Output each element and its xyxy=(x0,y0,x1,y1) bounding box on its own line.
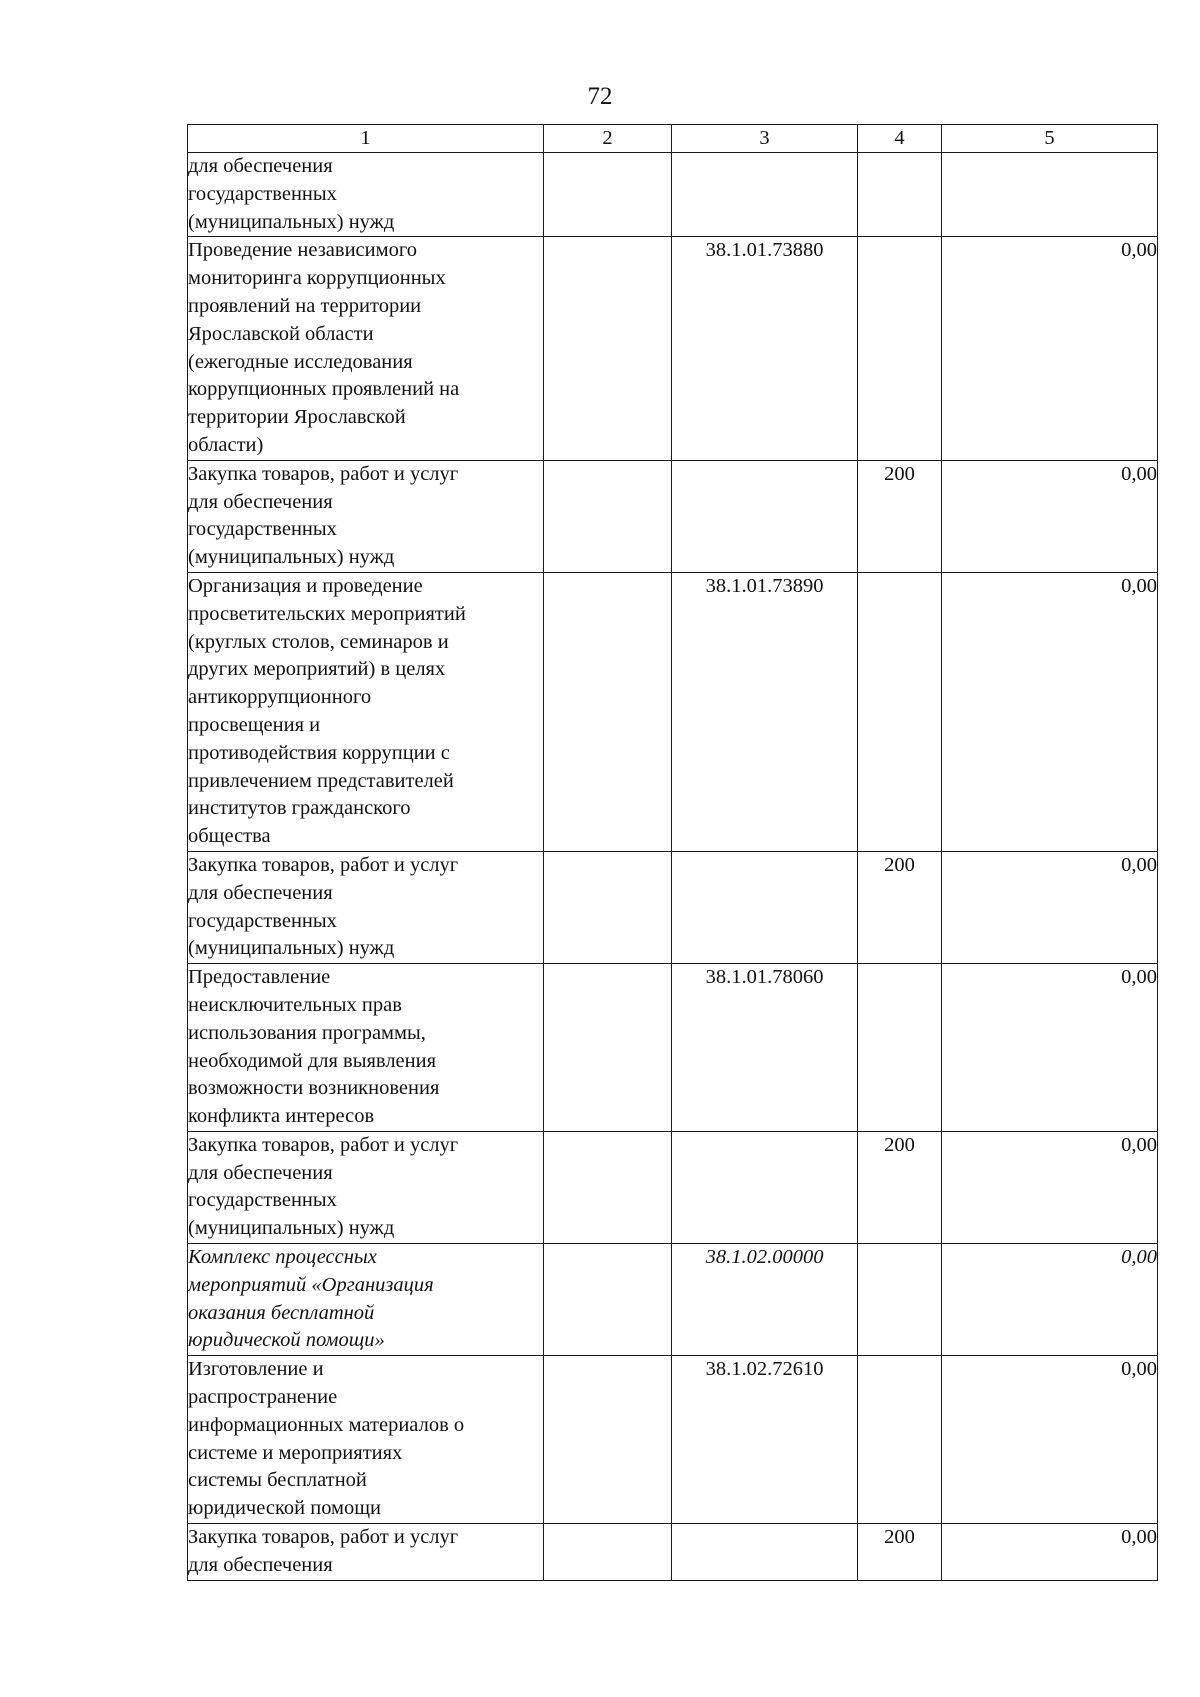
column-header-4: 4 xyxy=(858,125,942,153)
row-type-cell: 200 xyxy=(858,851,942,963)
row-code-cell: 38.1.02.00000 xyxy=(672,1244,858,1356)
row-code-cell xyxy=(672,1524,858,1581)
row-amount-cell: 0,00 xyxy=(942,964,1158,1132)
row-type-cell xyxy=(858,964,942,1132)
row-amount-cell xyxy=(942,153,1158,237)
row-name-cell: для обеспечения государственных (муниципальных) нужд xyxy=(188,153,544,237)
column-header-2: 2 xyxy=(544,125,672,153)
row-code-cell xyxy=(672,851,858,963)
row-type-cell xyxy=(858,572,942,851)
table-row xyxy=(188,460,1158,572)
table-row xyxy=(188,237,1158,460)
budget-table xyxy=(187,124,1158,1581)
row-amount-cell: 0,00 xyxy=(942,460,1158,572)
row-code-cell: 38.1.01.78060 xyxy=(672,964,858,1132)
row-type-cell: 200 xyxy=(858,1131,942,1243)
row-col2-cell xyxy=(544,1131,672,1243)
table-row xyxy=(188,1131,1158,1243)
row-type-cell: 200 xyxy=(858,460,942,572)
row-code-cell xyxy=(672,1131,858,1243)
row-amount-cell: 0,00 xyxy=(942,1244,1158,1356)
row-col2-cell xyxy=(544,153,672,237)
row-amount-cell: 0,00 xyxy=(942,851,1158,963)
row-code-cell xyxy=(672,153,858,237)
column-header-5: 5 xyxy=(942,125,1158,153)
row-amount-cell: 0,00 xyxy=(942,237,1158,460)
row-name-cell: Закупка товаров, работ и услуг для обеспечения государственных (муниципальных) нужд xyxy=(188,460,544,572)
column-header-1: 1 xyxy=(188,125,544,153)
row-type-cell xyxy=(858,1356,942,1524)
table-body xyxy=(188,153,1158,1581)
row-name-cell: Проведение независимого мониторинга коррупционных проявлений на территории Ярославской области (ежегодные исследования коррупционных проявлений на территории Ярославской области) xyxy=(188,237,544,460)
row-amount-cell: 0,00 xyxy=(942,572,1158,851)
row-name-cell: Комплекс процессных мероприятий «Организация оказания бесплатной юридической помощи» xyxy=(188,1244,544,1356)
row-name-cell: Закупка товаров, работ и услуг для обеспечения государственных (муниципальных) нужд xyxy=(188,851,544,963)
row-code-cell: 38.1.01.73880 xyxy=(672,237,858,460)
row-col2-cell xyxy=(544,1244,672,1356)
table-row xyxy=(188,1524,1158,1581)
table-row xyxy=(188,851,1158,963)
row-code-cell: 38.1.01.73890 xyxy=(672,572,858,851)
table-row xyxy=(188,572,1158,851)
row-type-cell xyxy=(858,153,942,237)
row-col2-cell xyxy=(544,851,672,963)
row-type-cell xyxy=(858,237,942,460)
row-name-cell: Закупка товаров, работ и услуг для обеспечения xyxy=(188,1524,544,1581)
row-col2-cell xyxy=(544,460,672,572)
table-header xyxy=(188,125,1158,153)
row-type-cell xyxy=(858,1244,942,1356)
page-number: 72 xyxy=(587,83,613,110)
row-col2-cell xyxy=(544,964,672,1132)
row-code-cell xyxy=(672,460,858,572)
row-name-cell: Предоставление неисключительных прав использования программы, необходимой для выявления возможности возникновения конфликта интересов xyxy=(188,964,544,1132)
table-row xyxy=(188,153,1158,237)
row-col2-cell xyxy=(544,237,672,460)
row-col2-cell xyxy=(544,1524,672,1581)
header-row xyxy=(188,125,1158,153)
row-name-cell: Закупка товаров, работ и услуг для обеспечения государственных (муниципальных) нужд xyxy=(188,1131,544,1243)
row-name-cell: Изготовление и распространение информационных материалов о системе и мероприятиях системы бесплатной юридической помощи xyxy=(188,1356,544,1524)
row-amount-cell: 0,00 xyxy=(942,1356,1158,1524)
table-row xyxy=(188,964,1158,1132)
table-row xyxy=(188,1244,1158,1356)
column-header-3: 3 xyxy=(672,125,858,153)
table-row xyxy=(188,1356,1158,1524)
row-code-cell: 38.1.02.72610 xyxy=(672,1356,858,1524)
row-col2-cell xyxy=(544,1356,672,1524)
row-name-cell: Организация и проведение просветительских мероприятий (круглых столов, семинаров и других мероприятий) в целях антикоррупционного просвещения и противодействия коррупции с привлечением представителей институтов гражданского общества xyxy=(188,572,544,851)
row-amount-cell: 0,00 xyxy=(942,1524,1158,1581)
row-amount-cell: 0,00 xyxy=(942,1131,1158,1243)
row-type-cell: 200 xyxy=(858,1524,942,1581)
row-col2-cell xyxy=(544,572,672,851)
